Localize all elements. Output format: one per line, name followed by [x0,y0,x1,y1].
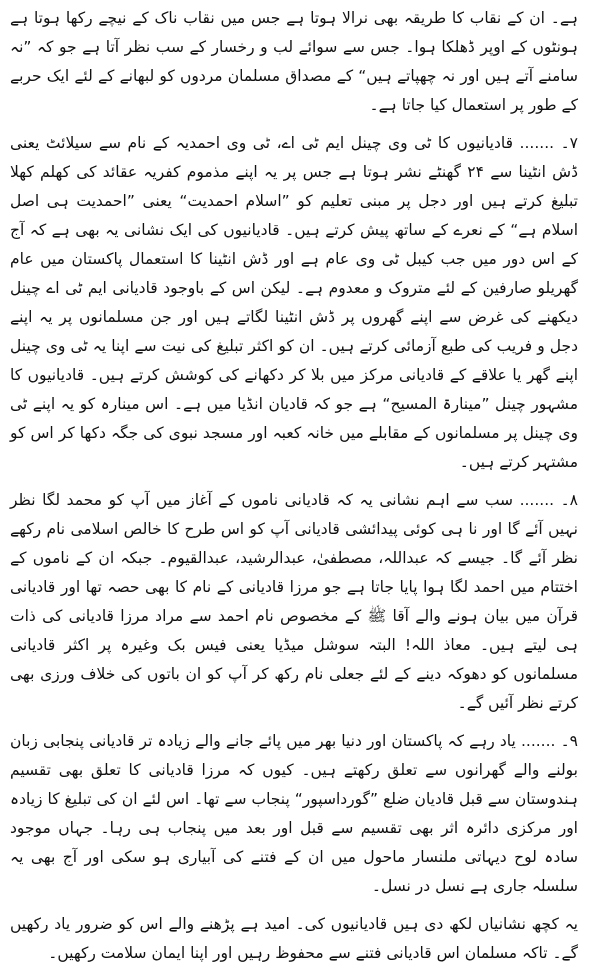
paragraph-niqab: ہے۔ ان کے نقاب کا طریقہ بھی نرالا ہوتا ہے جس میں نقاب ناک کے نیچے رکھا ہوتا ہے ہونٹوں کے اوپر ڈھلکا ہوا۔ جس سے سوائے لب و رخسار کے سب نظر آتا ہے جو کہ ”نہ سامنے آتے ہیں اور نہ چھپاتے ہیں“ کے مصداق مسلمان مردوں کو لبھانے کے لئے ایک حربے کے طور پر استعمال کیا جاتا ہے۔ [10,9,578,114]
paragraph-conclusion: یہ کچھ نشانیاں لکھ دی ہیں قادیانیوں کی۔ امید ہے پڑھنے والے اس کو ضرور یاد رکھیں گے۔ تاکہ مسلمان اس قادیانی فتنے سے محفوظ رہیں اور اپنا ایمان سلامت رکھیں۔ [10,915,578,962]
paragraph-point-9: ۹۔ ....... یاد رہے کہ پاکستان اور دنیا بھر میں پائے جانے والے زیادہ تر قادیانی پنجابی زبان بولنے والے گھرانوں سے تعلق رکھتے ہیں۔ کیوں کہ مرزا قادیانی کا تعلق بھی تقسیم ہندوستان سے قبل قادیان ضلع ”گورداسپور“ پنجاب سے تھا۔ اس لئے ان کی تبلیغ کا زیادہ اور مرکزی دائرہ اثر بھی تقسیم سے قبل اور بعد میں پنجاب ہی رہا۔ جہاں موجود سادہ لوح دیہاتی ملنسار ماحول میں ان کے فتنے کی آبیاری ہو سکی اور آج بھی یہ سلسلہ جاری ہے نسل در نسل۔ [10,732,578,895]
paragraph-point-8: ۸۔ ....... سب سے اہم نشانی یہ کہ قادیانی ناموں کے آغاز میں آپ کو محمد لگا نظر نہیں آئے گا اور نا ہی کوئی پیدائشی قادیانی آپ کو اس طرح کا خالص اسلامی نام رکھے نظر آئے گا۔ جیسے کہ عبداللہ، مصطفیٰ، عبدالرشید، عبدالقیوم۔ جبکہ ان کے ناموں کے اختتام میں احمد لگا ہوا پایا جاتا ہے جو مرزا قادیانی کے نام کا بھی حصہ تھا اور قادیانی قرآن میں بیان ہونے والے آقا ﷺ کے مخصوص نام احمد سے مراد مرزا قادیانی کی ذات ہی لیتے ہیں۔ معاذ اللہ! البتہ سوشل میڈیا یعنی فیس بک وغیرہ پر اکثر قادیانی مسلمانوں کو دھوکہ دینے کے لئے جعلی نام رکھ کر آپ کو ان باتوں کی خلاف ورزی بھی کرتے نظر آئیں گے۔ [10,491,578,712]
paragraph-point-7: ۷۔ ....... قادیانیوں کا ٹی وی چینل ایم ٹی اے، ٹی وی احمدیہ کے نام سے سیلائٹ یعنی ڈش انٹینا سے ۲۴ گھنٹے نشر ہوتا ہے جس پر یہ اپنے مذموم کفریہ عقائد کی کھلم کھلا تبلیغ کرتے ہیں اور دجل پر مبنی تعلیم کو ”اسلام احمدیت“ یعنی ”احمدیت ہی اصل اسلام ہے“ کے نعرے کے ساتھ پیش کرتے ہیں۔ قادیانیوں کی ایک نشانی یہ بھی ہے کہ آج کے اس دور میں جب کیبل ٹی وی عام ہے اور ڈش انٹینا کا استعمال پاکستان میں عام گھریلو صارفین کے لئے متروک و معدوم ہے۔ لیکن اس کے باوجود قادیانی ایم ٹی اے چینل دیکھنے کی غرض سے اپنے گھروں پر ڈش انٹینا لگاتے ہیں اور جن مسلمانوں پر یہ اپنے دجل و فریب کی طبع آزمائی کرتے ہیں۔ ان کو اکثر تبلیغ کی نیت سے اپنا یہ ٹی وی چینل اپنے گھر یا علاقے کے قادیانی مرکز میں بلا کر دکھانے کی کوشش کرتے ہیں۔ قادیانیوں کا مشہور چینل ”مینارۃ المسیح“ ہے جو کہ قادیان انڈیا میں ہے۔ اس مینارہ کو یہ اپنے ٹی وی چینل پر مسلمانوں کے مقابلے میں خانہ کعبہ اور مسجد نبوی کی جگہ دکھا کر اس کو مشتہر کرتے ہیں۔ [10,134,578,471]
